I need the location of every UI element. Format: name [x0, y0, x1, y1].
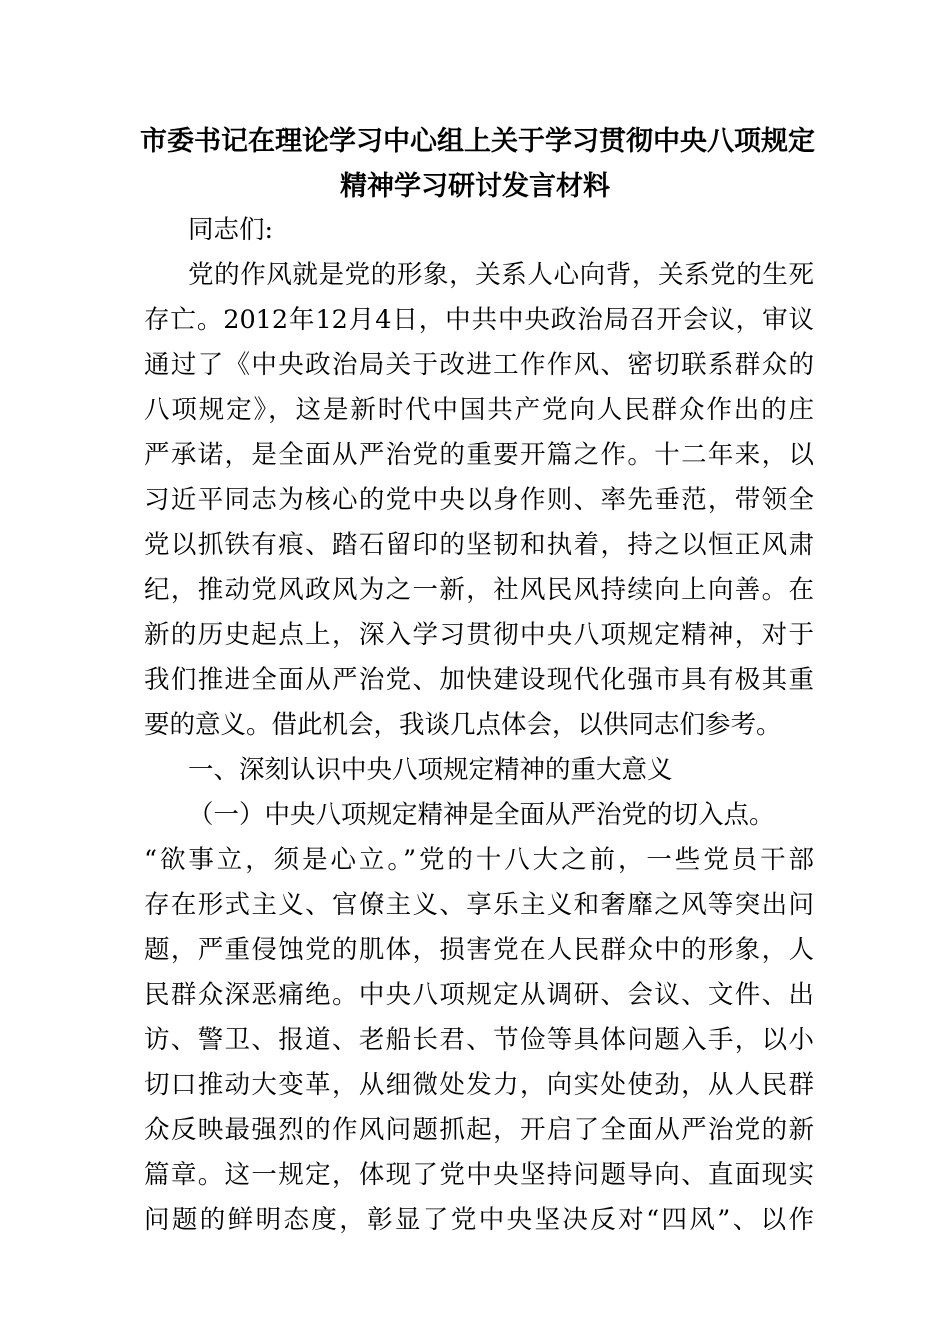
- body-line: 要的意义。借此机会，我谈几点体会，以供同志们参考。: [144, 710, 782, 740]
- body-line: 习近平同志为核心的党中央以身作则、率先垂范，带领全: [144, 485, 814, 515]
- body-line: 切口推动大变革，从细微处发力，向实处使劲，从人民群: [144, 1070, 814, 1100]
- body-line: 存在形式主义、官僚主义、享乐主义和奢靡之风等突出问: [144, 890, 814, 920]
- body-line: 访、警卫、报道、老船长君、节俭等具体问题入手，以小: [144, 1025, 814, 1055]
- body-line: 八项规定》，这是新时代中国共产党向人民群众作出的庄: [144, 395, 814, 425]
- body-line: 党的作风就是党的形象，关系人心向背，关系党的生死: [188, 260, 814, 290]
- body-line: 篇章。这一规定，体现了党中央坚持问题导向、直面现实: [144, 1160, 814, 1190]
- body-line: 问题的鲜明态度，彰显了党中央坚决反对“四风”、以作: [144, 1205, 814, 1235]
- salutation: 同志们:: [188, 215, 274, 245]
- body-line: 新的历史起点上，深入学习贯彻中央八项规定精神，对于: [144, 620, 814, 650]
- body-line: 民群众深恶痛绝。中央八项规定从调研、会议、文件、出: [144, 980, 814, 1010]
- section-heading: 一、深刻认识中央八项规定精神的重大意义: [188, 755, 673, 785]
- document-title-line-2: 精神学习研讨发言材料: [340, 171, 610, 202]
- body-line: 纪，推动党风政风为之一新，社风民风持续向上向善。在: [144, 575, 814, 605]
- body-line: 通过了《中央政治局关于改进工作作风、密切联系群众的: [144, 350, 814, 380]
- document-title-line-1: 市委书记在理论学习中心组上关于学习贯彻中央八项规定: [140, 126, 815, 157]
- body-line: 严承诺，是全面从严治党的重要开篇之作。十二年来，以: [144, 440, 814, 470]
- subsection-heading: （一）中央八项规定精神是全面从严治党的切入点。: [188, 800, 775, 830]
- body-line: 存亡。2012年12月4日，中共中央政治局召开会议，审议: [144, 305, 814, 335]
- body-line: 众反映最强烈的作风问题抓起，开启了全面从严治党的新: [144, 1115, 814, 1145]
- body-line: 党以抓铁有痕、踏石留印的坚韧和执着，持之以恒正风肃: [144, 530, 814, 560]
- body-line: “欲事立，须是心立。”党的十八大之前，一些党员干部: [144, 845, 814, 875]
- body-line: 我们推进全面从严治党、加快建设现代化强市具有极其重: [144, 665, 814, 695]
- body-line: 题，严重侵蚀党的肌体，损害党在人民群众中的形象，人: [144, 935, 814, 965]
